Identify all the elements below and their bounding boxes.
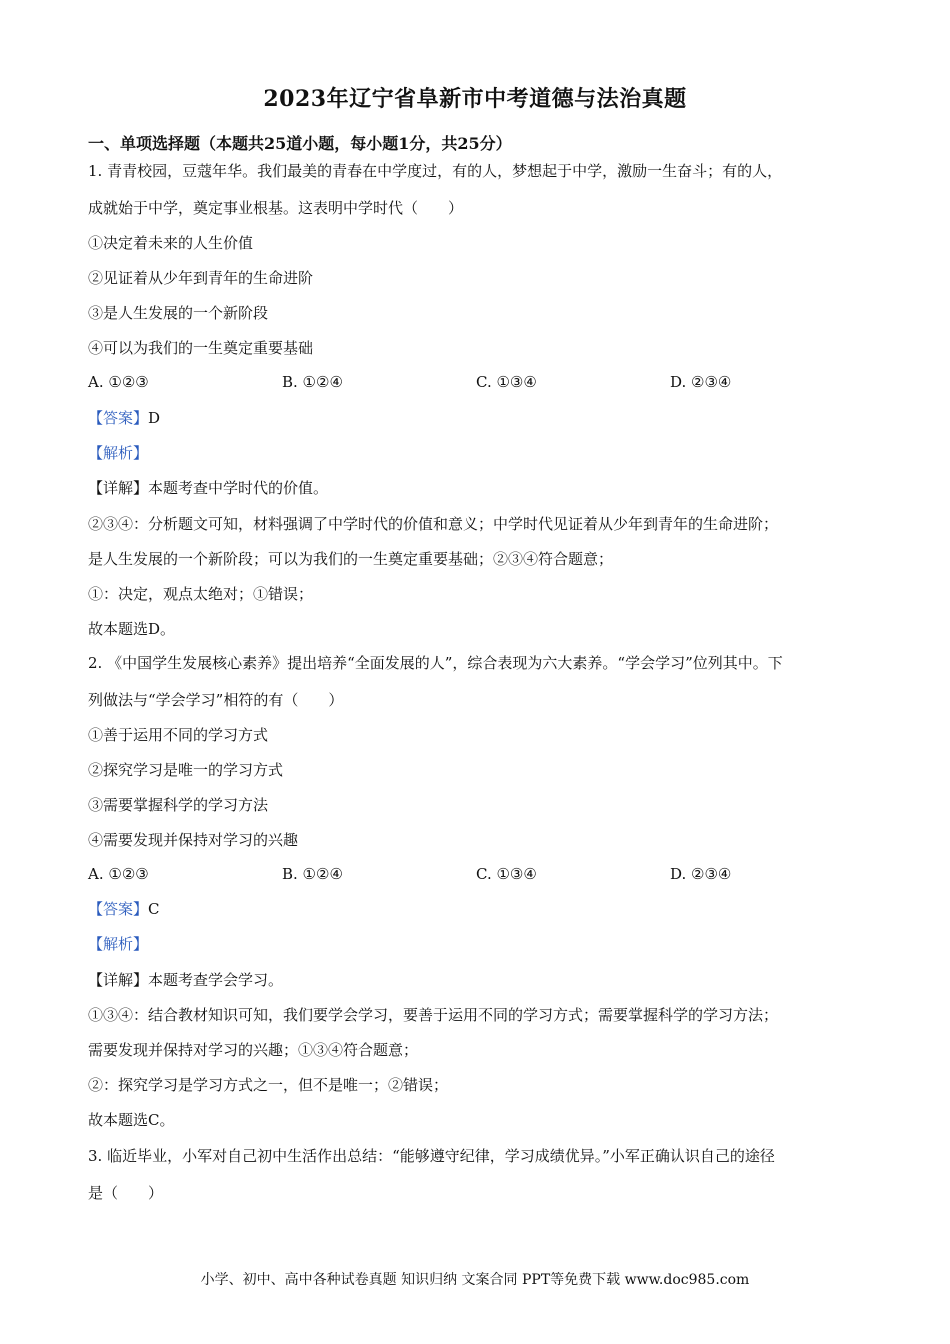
q2-detail-line-5: 故本题选C。 [88,1111,175,1129]
answer-tag: 【答案】 [88,409,149,427]
detail-tag: 【详解】 [88,971,149,989]
page-footer: 小学、初中、高中各种试卷真题 知识归纳 文案合同 PPT等免费下载 www.doc985.com [200,1272,750,1288]
answer-value: C [148,900,160,918]
q1-stem-line-2: 成就始于中学，奠定事业根基。这表明中学时代（ ） [88,199,464,217]
q2-stem-line-2: 列做法与“学会学习”相符的有（ ） [88,691,344,709]
answer-tag: 【答案】 [88,900,149,918]
q2-option-c: C. ①③④ [476,865,537,883]
q1-detail-line-1 [88,478,328,498]
q2-option-a: A. ①②③ [88,865,149,883]
q1-options [88,372,868,392]
q2-detail-line-4: ②：探究学习是学习方式之一，但不是唯一；②错误； [88,1076,449,1094]
q2-option-d: D. ②③④ [670,865,732,883]
q2-stem-line-1: 2. 《中国学生发展核心素养》提出培养“全面发展的人”，综合表现为六大素养。“学会学习”位列其中。下 [88,654,783,672]
q2-detail-line-2: ①③④：结合教材知识可知，我们要学会学习，要善于运用不同的学习方式；需要掌握科学的学习方法； [88,1006,779,1024]
q2-detail-line-3: 需要发现并保持对学习的兴趣；①③④符合题意； [88,1041,419,1059]
q2-statement-2: ②探究学习是唯一的学习方式 [88,761,284,779]
q3-stem-line-2: 是（ ） [88,1184,164,1202]
q1-detail-line-2: ②③④：分析题文可知，材料强调了中学时代的价值和意义；中学时代见证着从少年到青年的生命进阶； [88,515,779,533]
q1-statement-4: ④可以为我们的一生奠定重要基础 [88,339,314,357]
q2-statement-3: ③需要掌握科学的学习方法 [88,796,269,814]
q1-detail-line-4: ①：决定，观点太绝对；①错误； [88,585,314,603]
q2-option-b: B. ①②④ [282,865,343,883]
q1-detail-line-3: 是人生发展的一个新阶段；可以为我们的一生奠定重要基础；②③④符合题意； [88,550,614,568]
q1-statement-1: ①决定着未来的人生价值 [88,234,254,252]
q1-answer [88,408,160,428]
q1-statement-3: ③是人生发展的一个新阶段 [88,304,269,322]
q1-option-a: A. ①②③ [88,373,149,391]
page-title: 2023年辽宁省阜新市中考道德与法治真题 [263,86,687,112]
q3-stem-line-1: 3. 临近毕业，小军对自己初中生活作出总结：“能够遵守纪律，学习成绩优异。”小军正确认识自己的途径 [88,1147,775,1165]
detail-text: 本题考查中学时代的价值。 [148,479,329,497]
q1-option-c: C. ①③④ [476,373,537,391]
answer-value: D [148,409,161,427]
q1-statement-2: ②见证着从少年到青年的生命进阶 [88,269,314,287]
q2-detail-line-1 [88,970,283,990]
q2-statement-4: ④需要发现并保持对学习的兴趣 [88,831,299,849]
q2-statement-1: ①善于运用不同的学习方式 [88,726,269,744]
q1-option-d: D. ②③④ [670,373,732,391]
q1-analysis [88,443,148,463]
analysis-tag: 【解析】 [88,444,149,462]
q2-options [88,864,868,884]
q1-stem-line-1: 1. 青青校园，豆蔻年华。我们最美的青春在中学度过，有的人，梦想起于中学，激励一生奋斗；有的人， [88,162,783,180]
q1-option-b: B. ①②④ [282,373,343,391]
detail-text: 本题考查学会学习。 [148,971,284,989]
q2-answer [88,899,160,919]
detail-tag: 【详解】 [88,479,149,497]
q2-analysis [88,934,148,954]
q1-detail-line-5: 故本题选D。 [88,620,176,638]
section-heading: 一、单项选择题（本题共25道小题，每小题1分，共25分） [88,134,512,153]
analysis-tag: 【解析】 [88,935,149,953]
